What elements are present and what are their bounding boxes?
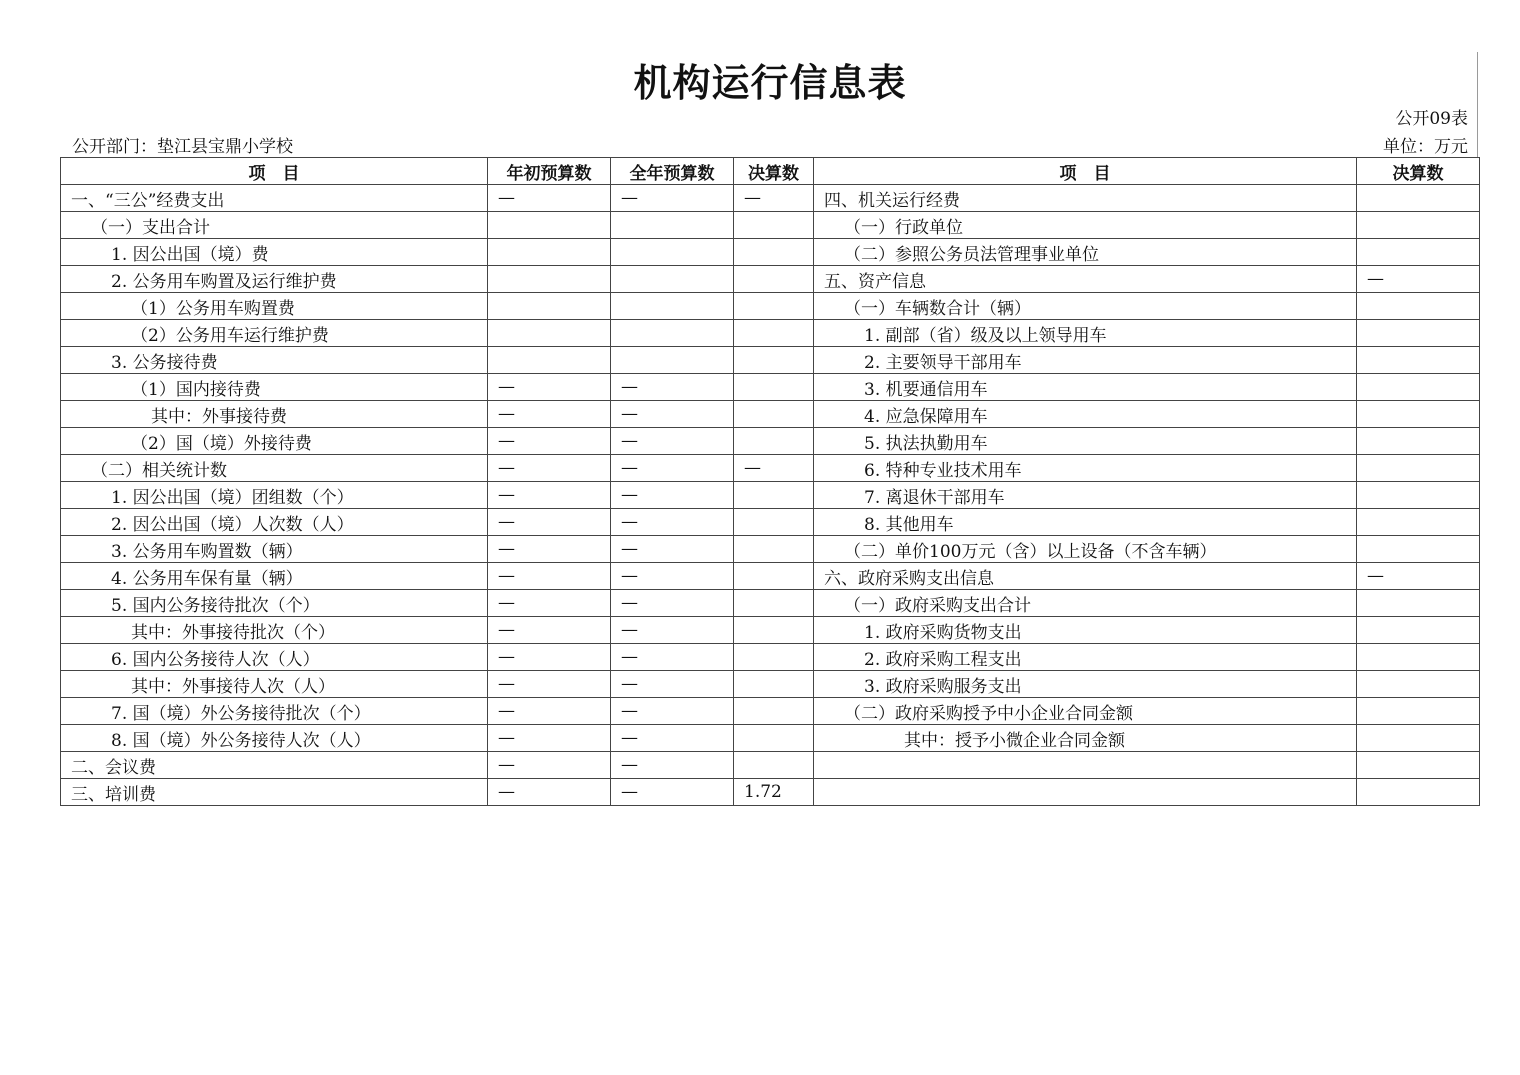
- table-row: [61, 293, 1480, 320]
- right-row-label: （二）政府采购授予中小企业合同金额: [814, 698, 1357, 725]
- right-row-label: [814, 779, 1357, 806]
- initial-budget-cell: [488, 212, 611, 239]
- right-final-cell: [1357, 239, 1480, 266]
- initial-budget-cell: —: [488, 752, 611, 779]
- row-label: （2）国（境）外接待费: [61, 428, 488, 455]
- right-row-label: 6. 特种专业技术用车: [814, 455, 1357, 482]
- annual-budget-cell: [611, 266, 734, 293]
- unit-label: 单位：万元: [1383, 137, 1468, 157]
- row-label: 3. 公务用车购置数（辆）: [61, 536, 488, 563]
- row-label: 其中：外事接待人次（人）: [61, 671, 488, 698]
- final-cell: [734, 293, 814, 320]
- annual-budget-cell: —: [611, 374, 734, 401]
- final-cell: [734, 428, 814, 455]
- table-row: [61, 374, 1480, 401]
- right-final-cell: [1357, 212, 1480, 239]
- table-row: [61, 536, 1480, 563]
- right-final-cell: —: [1357, 563, 1480, 590]
- right-row-label: （二）单价100万元（含）以上设备（不含车辆）: [814, 536, 1357, 563]
- row-label: 其中：外事接待批次（个）: [61, 617, 488, 644]
- row-label: 4. 公务用车保有量（辆）: [61, 563, 488, 590]
- initial-budget-cell: —: [488, 428, 611, 455]
- right-final-cell: [1357, 536, 1480, 563]
- right-row-label: （一）政府采购支出合计: [814, 590, 1357, 617]
- right-final-cell: [1357, 698, 1480, 725]
- right-final-cell: [1357, 185, 1480, 212]
- initial-budget-cell: —: [488, 455, 611, 482]
- row-label: （1）公务用车购置费: [61, 293, 488, 320]
- initial-budget-cell: [488, 266, 611, 293]
- initial-budget-cell: —: [488, 185, 611, 212]
- annual-budget-cell: —: [611, 779, 734, 806]
- right-row-label: 1. 政府采购货物支出: [814, 617, 1357, 644]
- final-cell: —: [734, 185, 814, 212]
- right-final-cell: [1357, 374, 1480, 401]
- table-row: [61, 509, 1480, 536]
- initial-budget-cell: —: [488, 671, 611, 698]
- right-row-label: 四、机关运行经费: [814, 185, 1357, 212]
- annual-budget-cell: —: [611, 725, 734, 752]
- header-initial-budget: 年初预算数: [488, 158, 611, 185]
- header-final: 决算数: [734, 158, 814, 185]
- initial-budget-cell: —: [488, 644, 611, 671]
- page-title: 机构运行信息表: [633, 61, 907, 105]
- right-row-label: （一）行政单位: [814, 212, 1357, 239]
- final-cell: [734, 698, 814, 725]
- table-header-row: [61, 158, 1480, 185]
- initial-budget-cell: —: [488, 725, 611, 752]
- table-row: [61, 590, 1480, 617]
- table-row: [61, 266, 1480, 293]
- final-cell: [734, 617, 814, 644]
- final-cell: —: [734, 455, 814, 482]
- row-label: 三、培训费: [61, 779, 488, 806]
- header-final-2: 决算数: [1357, 158, 1480, 185]
- initial-budget-cell: —: [488, 698, 611, 725]
- right-row-label: 2. 主要领导干部用车: [814, 347, 1357, 374]
- annual-budget-cell: —: [611, 455, 734, 482]
- header-item-2: 项 目: [814, 158, 1357, 185]
- initial-budget-cell: [488, 239, 611, 266]
- right-row-label: 六、政府采购支出信息: [814, 563, 1357, 590]
- right-final-cell: [1357, 482, 1480, 509]
- initial-budget-cell: —: [488, 482, 611, 509]
- row-label: 7. 国（境）外公务接待批次（个）: [61, 698, 488, 725]
- row-label: 5. 国内公务接待批次（个）: [61, 590, 488, 617]
- table-row: [61, 428, 1480, 455]
- right-final-cell: [1357, 779, 1480, 806]
- initial-budget-cell: [488, 347, 611, 374]
- row-label: 6. 国内公务接待人次（人）: [61, 644, 488, 671]
- annual-budget-cell: —: [611, 428, 734, 455]
- annual-budget-cell: —: [611, 536, 734, 563]
- row-label: （一）支出合计: [61, 212, 488, 239]
- annual-budget-cell: [611, 347, 734, 374]
- initial-budget-cell: —: [488, 590, 611, 617]
- final-cell: [734, 266, 814, 293]
- final-cell: [734, 590, 814, 617]
- row-label: 2. 公务用车购置及运行维护费: [61, 266, 488, 293]
- table-row: [61, 725, 1480, 752]
- annual-budget-cell: —: [611, 671, 734, 698]
- row-label: （1）国内接待费: [61, 374, 488, 401]
- right-row-label: 4. 应急保障用车: [814, 401, 1357, 428]
- final-cell: [734, 320, 814, 347]
- final-cell: [734, 563, 814, 590]
- table-row: [61, 212, 1480, 239]
- right-final-cell: [1357, 293, 1480, 320]
- final-cell: [734, 671, 814, 698]
- final-cell: [734, 752, 814, 779]
- right-row-label: 五、资产信息: [814, 266, 1357, 293]
- right-final-cell: [1357, 671, 1480, 698]
- right-row-label: [814, 752, 1357, 779]
- initial-budget-cell: —: [488, 617, 611, 644]
- form-number: 公开09表: [1395, 109, 1468, 129]
- right-row-label: （二）参照公务员法管理事业单位: [814, 239, 1357, 266]
- table-row: [61, 320, 1480, 347]
- row-label: 1. 因公出国（境）费: [61, 239, 488, 266]
- table-row: [61, 455, 1480, 482]
- row-label: 8. 国（境）外公务接待人次（人）: [61, 725, 488, 752]
- right-final-cell: [1357, 428, 1480, 455]
- initial-budget-cell: [488, 320, 611, 347]
- table-row: [61, 482, 1480, 509]
- annual-budget-cell: —: [611, 401, 734, 428]
- right-final-cell: [1357, 401, 1480, 428]
- right-row-label: 1. 副部（省）级及以上领导用车: [814, 320, 1357, 347]
- table-row: [61, 617, 1480, 644]
- initial-budget-cell: —: [488, 509, 611, 536]
- row-label: 二、会议费: [61, 752, 488, 779]
- table-row: [61, 347, 1480, 374]
- table-row: [61, 779, 1480, 806]
- right-row-label: 5. 执法执勤用车: [814, 428, 1357, 455]
- annual-budget-cell: [611, 239, 734, 266]
- final-cell: 1.72: [734, 779, 814, 806]
- annual-budget-cell: —: [611, 563, 734, 590]
- initial-budget-cell: —: [488, 401, 611, 428]
- right-row-label: 2. 政府采购工程支出: [814, 644, 1357, 671]
- final-cell: [734, 725, 814, 752]
- row-label: 1. 因公出国（境）团组数（个）: [61, 482, 488, 509]
- right-final-cell: [1357, 347, 1480, 374]
- row-label: 一、“三公”经费支出: [61, 185, 488, 212]
- annual-budget-cell: —: [611, 698, 734, 725]
- right-final-cell: [1357, 455, 1480, 482]
- annual-budget-cell: —: [611, 617, 734, 644]
- initial-budget-cell: —: [488, 779, 611, 806]
- right-row-label: 其中：授予小微企业合同金额: [814, 725, 1357, 752]
- right-final-cell: [1357, 509, 1480, 536]
- right-final-cell: —: [1357, 266, 1480, 293]
- right-row-label: 3. 机要通信用车: [814, 374, 1357, 401]
- department-label: 公开部门：垫江县宝鼎小学校: [72, 137, 293, 157]
- final-cell: [734, 212, 814, 239]
- table-row: [61, 563, 1480, 590]
- initial-budget-cell: —: [488, 536, 611, 563]
- final-cell: [734, 374, 814, 401]
- annual-budget-cell: —: [611, 644, 734, 671]
- right-final-cell: [1357, 320, 1480, 347]
- row-label: （2）公务用车运行维护费: [61, 320, 488, 347]
- initial-budget-cell: —: [488, 374, 611, 401]
- info-table: [60, 157, 1480, 806]
- right-final-cell: [1357, 644, 1480, 671]
- right-final-cell: [1357, 725, 1480, 752]
- final-cell: [734, 347, 814, 374]
- table-row: [61, 698, 1480, 725]
- row-label: 3. 公务接待费: [61, 347, 488, 374]
- right-final-cell: [1357, 617, 1480, 644]
- annual-budget-cell: —: [611, 509, 734, 536]
- annual-budget-cell: [611, 212, 734, 239]
- table-row: [61, 185, 1480, 212]
- header-item: 项 目: [61, 158, 488, 185]
- page-edge-line: [1477, 52, 1478, 158]
- right-row-label: （一）车辆数合计（辆）: [814, 293, 1357, 320]
- annual-budget-cell: —: [611, 185, 734, 212]
- table-row: [61, 239, 1480, 266]
- final-cell: [734, 536, 814, 563]
- row-label: 2. 因公出国（境）人次数（人）: [61, 509, 488, 536]
- annual-budget-cell: [611, 293, 734, 320]
- table-row: [61, 401, 1480, 428]
- final-cell: [734, 509, 814, 536]
- final-cell: [734, 644, 814, 671]
- table-row: [61, 644, 1480, 671]
- annual-budget-cell: —: [611, 482, 734, 509]
- header-annual-budget: 全年预算数: [611, 158, 734, 185]
- initial-budget-cell: —: [488, 563, 611, 590]
- row-label: （二）相关统计数: [61, 455, 488, 482]
- annual-budget-cell: —: [611, 590, 734, 617]
- annual-budget-cell: [611, 320, 734, 347]
- right-final-cell: [1357, 590, 1480, 617]
- final-cell: [734, 401, 814, 428]
- right-final-cell: [1357, 752, 1480, 779]
- row-label: 其中：外事接待费: [61, 401, 488, 428]
- right-row-label: 3. 政府采购服务支出: [814, 671, 1357, 698]
- table-row: [61, 752, 1480, 779]
- final-cell: [734, 239, 814, 266]
- initial-budget-cell: [488, 293, 611, 320]
- final-cell: [734, 482, 814, 509]
- right-row-label: 7. 离退休干部用车: [814, 482, 1357, 509]
- table-row: [61, 671, 1480, 698]
- right-row-label: 8. 其他用车: [814, 509, 1357, 536]
- annual-budget-cell: —: [611, 752, 734, 779]
